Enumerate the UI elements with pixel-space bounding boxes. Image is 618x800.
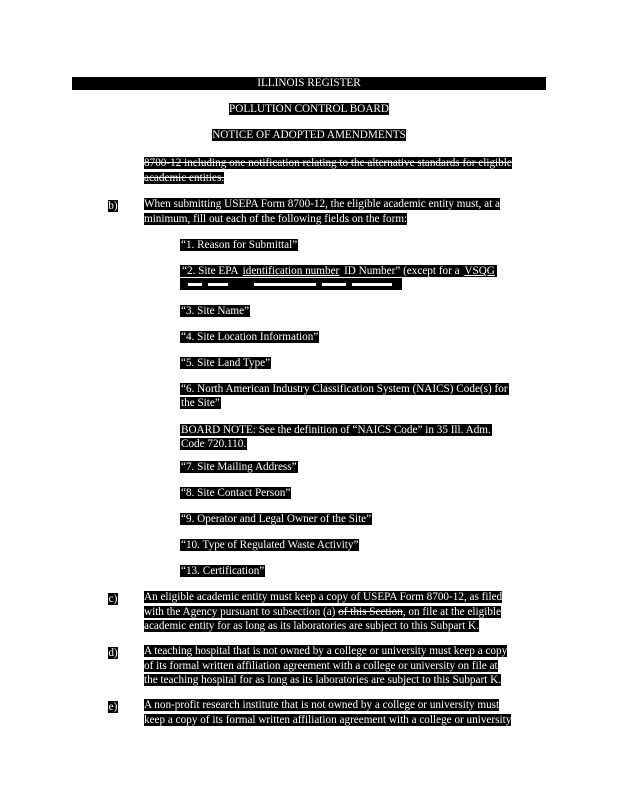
item-c-text (144, 590, 544, 634)
field-6-line1: “6. North American Industry Classification System (NAICS) Code(s) for (181, 383, 508, 395)
board-note (180, 423, 540, 451)
item-d-text (144, 644, 544, 688)
field-6-line2: the Site” (181, 397, 220, 409)
board-note-line1: BOARD NOTE: See the definition of “NAICS Code” in 35 Ill. Adm. (181, 424, 491, 436)
item-d-line2: of its formal written affiliation agreement with a college or university on file at (144, 659, 498, 672)
field-2-part-a: “2. Site EPA (182, 265, 241, 277)
field-2-redacted-line (180, 278, 402, 290)
item-b-text (144, 197, 536, 226)
item-e-line1: A non-profit research institute that is not owned by a college or university must (144, 699, 500, 711)
notice-title: NOTICE OF ADOPTED AMENDMENTS (212, 129, 406, 141)
intro-struck-text (144, 156, 544, 185)
item-e-label: e) (108, 701, 118, 713)
item-c-line2-a: with the Agency pursuant to subsection (a) (144, 605, 339, 618)
field-5: “5. Site Land Type” (181, 357, 271, 369)
item-d-label: d) (108, 647, 118, 659)
field-3: “3. Site Name” (181, 305, 250, 317)
item-b-line2: minimum, fill out each of the following fields on the form: (144, 212, 408, 225)
field-2 (180, 264, 520, 294)
item-e-text (144, 698, 544, 727)
intro-struck-line1: 8700-12 including one notification relating to the alternative standards for eligible (144, 157, 512, 169)
item-c-line1: An eligible academic entity must keep a copy of USEPA Form 8700-12, as filed (144, 591, 503, 603)
board-note-line2: Code 720.110. (181, 438, 247, 450)
board-title: POLLUTION CONTROL BOARD (229, 103, 389, 115)
item-d-line3: the teaching hospital for as long as its laboratories are subject to this Subpart K. (144, 674, 501, 686)
field-4: “4. Site Location Information” (181, 331, 319, 343)
item-c-line2-struck: of this Section (338, 605, 403, 618)
field-2-part-d: VSQG (464, 265, 495, 277)
item-c-line3: academic entity for as long as its laboratories are subject to this Subpart K. (144, 620, 479, 632)
field-10: “10. Type of Regulated Waste Activity” (181, 539, 359, 551)
item-e-line2: keep a copy of its formal written affiliation agreement with a college or university (144, 713, 512, 726)
item-c-label: c) (108, 593, 118, 605)
field-8: “8. Site Contact Person” (181, 487, 291, 499)
field-2-part-c: ID Number” (except for a (341, 265, 463, 277)
item-b-label: b) (108, 200, 118, 212)
field-1: “1. Reason for Submittal” (181, 239, 298, 251)
field-2-part-b: identification number (242, 265, 340, 277)
item-b-line1: When submitting USEPA Form 8700-12, the eligible academic entity must, at a (144, 198, 500, 210)
item-d-line1: A teaching hospital that is not owned by a college or university must keep a copy (144, 645, 508, 657)
register-title: ILLINOIS REGISTER (257, 77, 361, 89)
field-7: “7. Site Mailing Address” (181, 461, 297, 473)
item-c-line2-b: , on file at the eligible (402, 605, 501, 618)
field-6 (180, 382, 540, 410)
field-13: “13. Certification” (181, 565, 265, 577)
field-9: “9. Operator and Legal Owner of the Site” (181, 513, 372, 525)
intro-struck-line2: academic entities. (144, 171, 225, 184)
